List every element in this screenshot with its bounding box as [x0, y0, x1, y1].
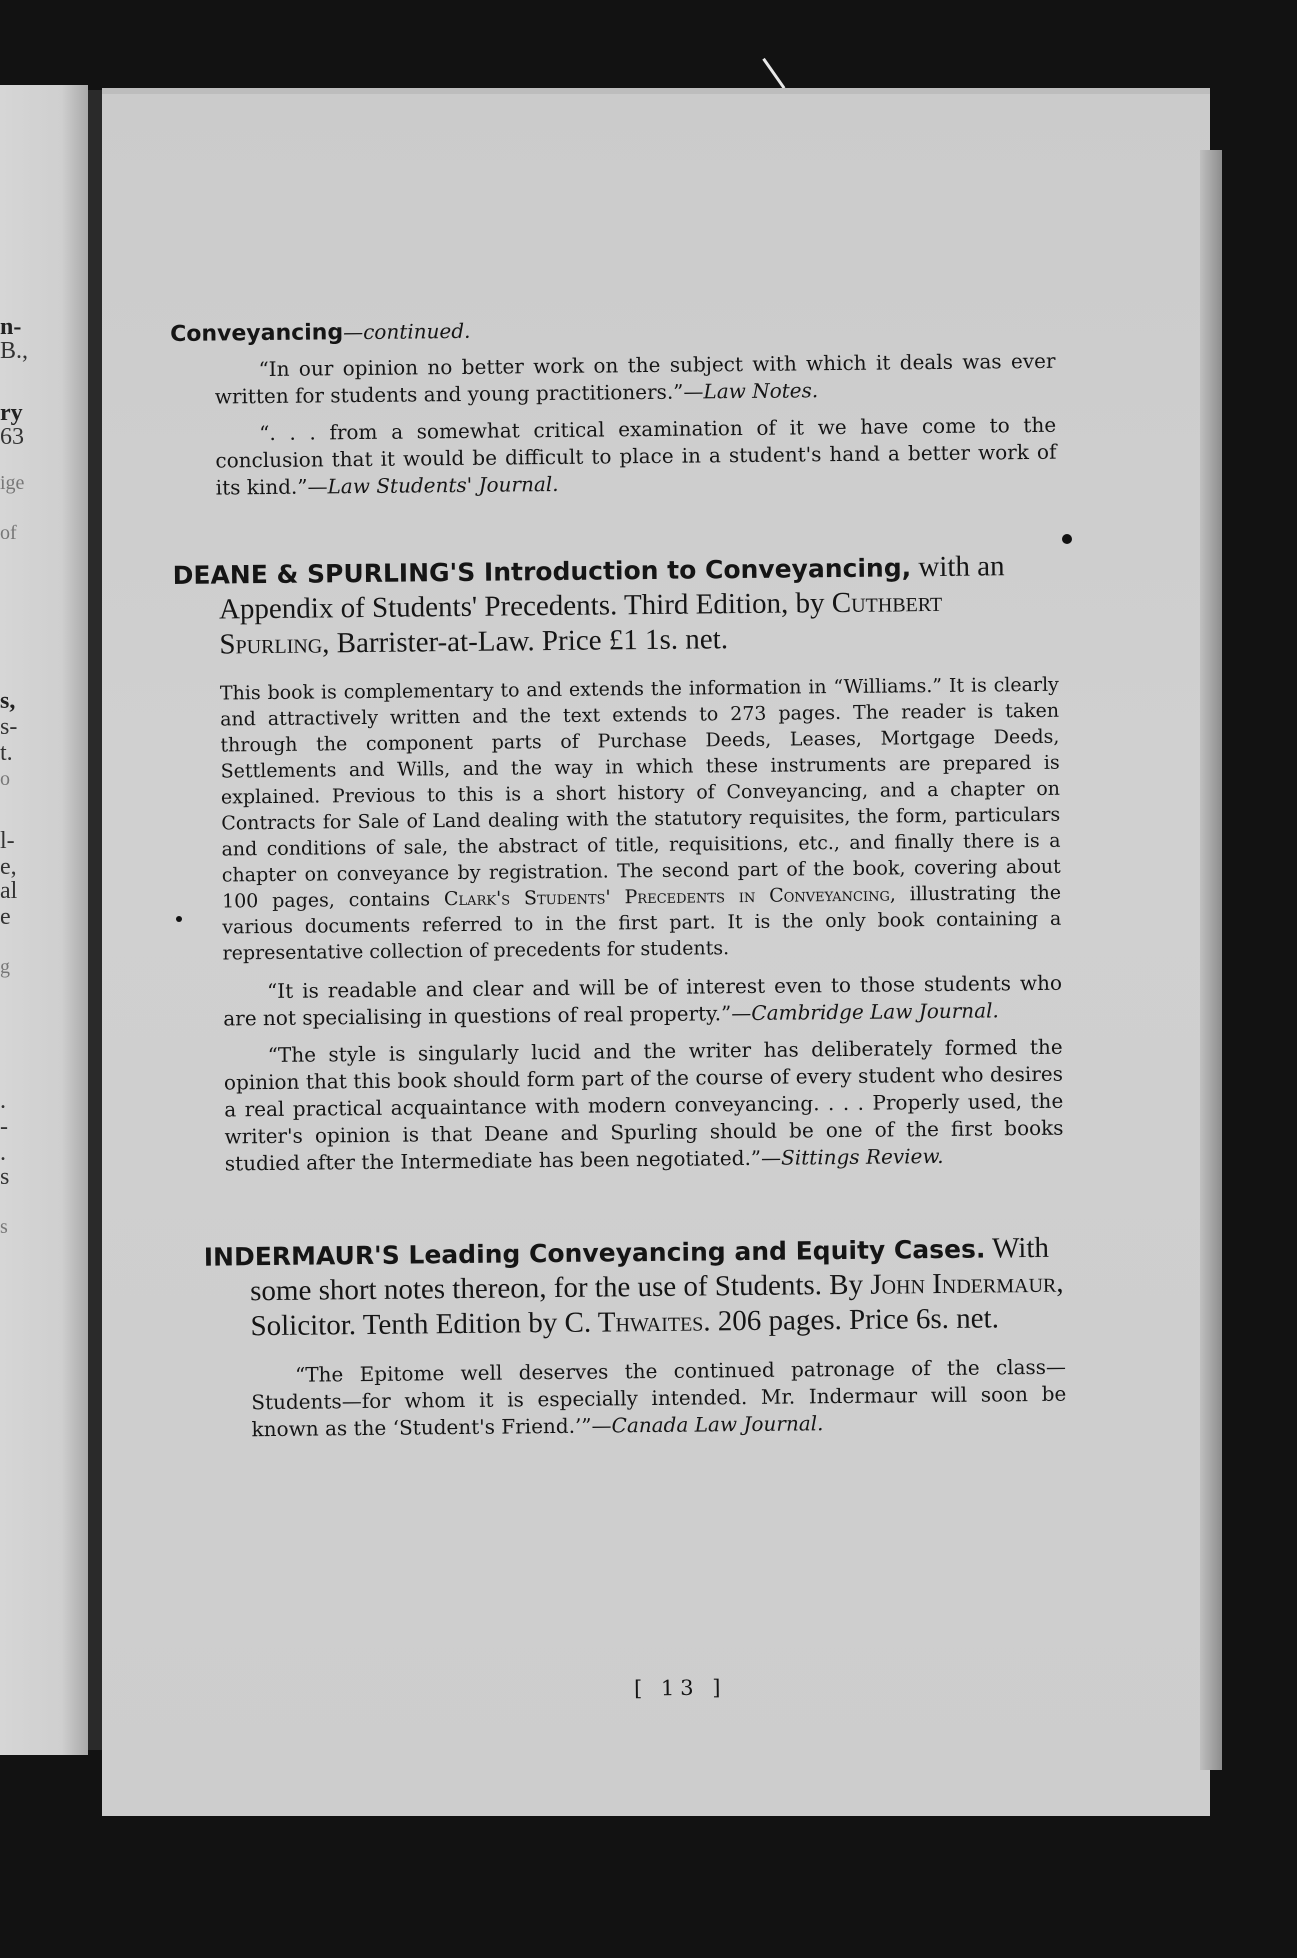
- book-author: John Indermaur: [870, 1266, 1057, 1301]
- review-quote: [177, 970, 1063, 1033]
- left-page-text-fragment: s-: [0, 714, 18, 740]
- quote-source: Sittings Review.: [780, 1143, 944, 1170]
- left-page-text-fragment: al: [0, 878, 18, 904]
- book-details: with an Appendix of Students' Precedents. Third Edition, by: [218, 550, 1005, 626]
- book-details-end: . 206 pages. Price 6s. net.: [703, 1302, 1000, 1338]
- book-entry-heading: [180, 1231, 1066, 1345]
- book-page: [102, 88, 1210, 1816]
- left-page-text-fragment: ige: [0, 472, 25, 494]
- left-page-text-fragment: s,: [0, 688, 16, 714]
- left-facing-page: [0, 85, 88, 1755]
- book-gutter: [88, 90, 102, 1750]
- left-page-text-fragment: 63: [0, 424, 24, 450]
- left-page-text-fragment: l-: [0, 828, 15, 854]
- quote-text: “It is readable and clear and will be of interest even to those students who are not specialising in questions of real property.”—: [223, 970, 1063, 1031]
- section-continued-heading: [170, 313, 1055, 347]
- page-content: [170, 313, 1067, 1454]
- section-heading: Conveyancing: [170, 320, 344, 347]
- left-page-text-fragment: t.: [0, 740, 13, 766]
- quote-source: Canada Law Journal.: [611, 1411, 824, 1438]
- book-entry-heading: [172, 549, 1058, 663]
- left-page-text-fragment: s: [0, 1216, 8, 1238]
- left-page-text-fragment: .: [0, 1140, 6, 1166]
- book-title: DEANE & SPURLING'S Introduction to Conveyancing,: [172, 553, 912, 590]
- left-page-text-fragment: -: [0, 1114, 8, 1140]
- book-details-end: , Barrister-at-Law. Price £1 1s. net.: [322, 623, 729, 660]
- review-quote: [171, 412, 1057, 502]
- review-quote: [178, 1034, 1064, 1178]
- quote-text: “. . . from a somewhat critical examination of it we have come to the conclusion that it would be difficult to place in a student's hand a better work of its kind.”—: [215, 412, 1057, 500]
- page-number: [ 13 ]: [633, 1675, 727, 1701]
- left-page-text-fragment: of: [0, 522, 17, 544]
- left-page-text-fragment: g: [0, 956, 10, 978]
- left-page-text-fragment: .: [0, 1088, 6, 1114]
- review-quote: [181, 1354, 1067, 1444]
- book-description: [174, 672, 1062, 967]
- description-text-end: , illustrating the various documents referred to in the first part. It is the only book containing a representative collection of precedents for students.: [222, 881, 1062, 965]
- page-edge: [1200, 150, 1222, 1770]
- left-page-text-fragment: ry: [0, 400, 23, 426]
- book-author: Cuthbert Spurling: [219, 585, 943, 661]
- left-page-text-fragment: e: [0, 904, 11, 930]
- left-page-text-fragment: e,: [0, 854, 17, 880]
- top-paper-mark: [762, 43, 806, 89]
- book-details-mid: , Solicitor. Tenth Edition by: [250, 1266, 1064, 1343]
- review-quote: [170, 348, 1056, 411]
- left-page-text-fragment: s: [0, 1164, 10, 1190]
- quote-text: “The style is singularly lucid and the writer has deliberately formed the opinion that this book should form part of the course of every student who desires a real practical acquaintance with modern conveyancing. . . . Properly used, the writer's opinion is that Deane and Spurling should be one of the first books studied after the Intermediate has been negotiated.”—: [223, 1034, 1064, 1176]
- ink-spot: [1062, 534, 1072, 544]
- quote-text: “The Epitome well deserves the continued patronage of the class—Students—for whom it is especially intended. Mr. Indermaur will soon be known as the ‘Student's Friend.’”—: [251, 1354, 1067, 1442]
- book-editor: C. Thwaites: [564, 1305, 704, 1339]
- section-heading-suffix: —continued.: [343, 318, 471, 345]
- book-title: INDERMAUR'S Leading Conveyancing and Equity Cases.: [203, 1234, 986, 1272]
- quote-source: Law Notes.: [703, 378, 819, 404]
- ink-spot: [176, 916, 182, 922]
- left-page-text-fragment: n-: [0, 314, 22, 340]
- quote-source: Cambridge Law Journal.: [751, 998, 999, 1025]
- left-page-text-fragment: B.,: [0, 338, 29, 364]
- left-page-text-fragment: o: [0, 768, 10, 790]
- description-text: This book is complementary to and extends the information in “Williams.” It is clearly and attractively written and the text extends to 273 pages. The reader is taken through the component parts of Purchase Deeds, Leases, Mortgage Deeds, Settlements and Wills, and the way in which these instruments are prepared is explained. Previous to this is a short history of Conveyancing, and a chapter on Contracts for Sale of Land dealing with the statutory requisites, the form, particulars and conditions of sale, the abstract of title, requisitions, etc., and finally there is a chapter on conveyance by registration. The second part of the book, covering about 100 pages, contains: [219, 673, 1061, 913]
- quote-source: Law Students' Journal.: [327, 471, 559, 499]
- quote-text: “In our opinion no better work on the subject with which it deals was ever written for students and young practitioners.”—: [214, 348, 1056, 409]
- description-small-caps: Clark's Students' Precedents in Conveyancing: [443, 883, 890, 911]
- book-details: With some short notes thereon, for the use of Students. By: [249, 1231, 1050, 1308]
